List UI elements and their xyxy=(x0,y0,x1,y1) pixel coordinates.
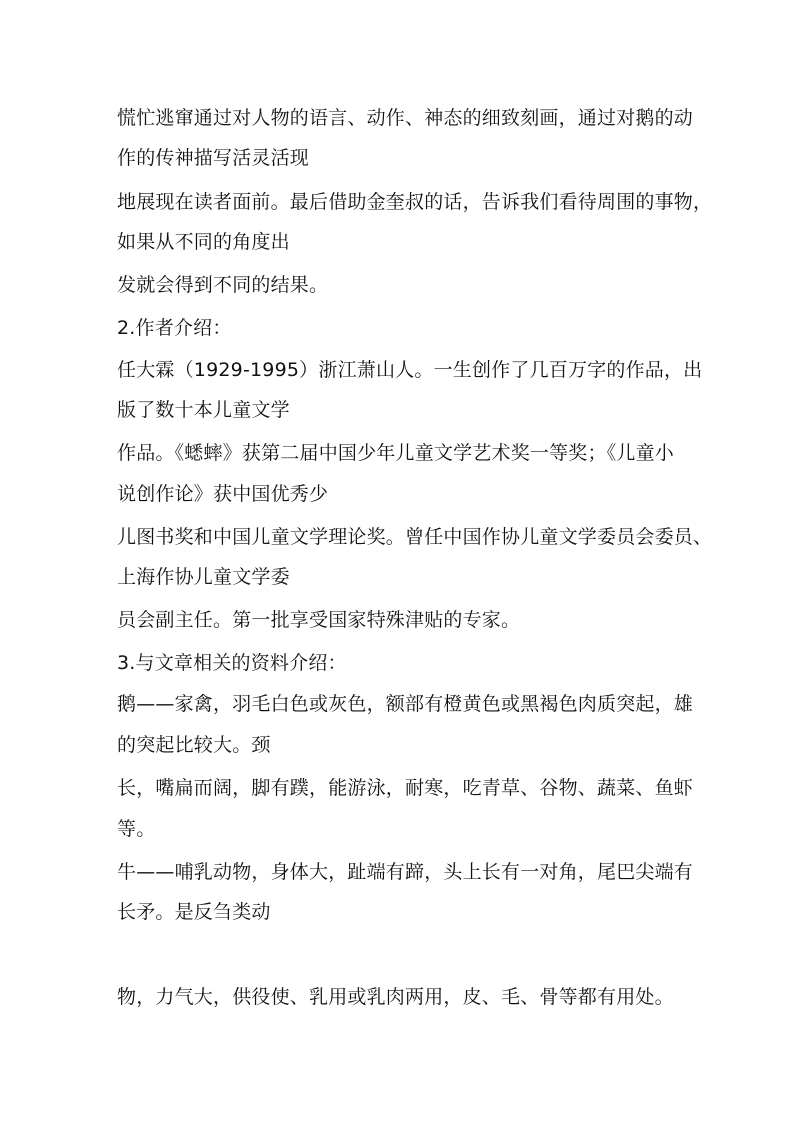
text-line: 说创作论》获中国优秀少 xyxy=(117,483,329,505)
text-line: 任大霖（1929-1995）浙江萧山人。一生创作了几百万字的作品，出 xyxy=(117,359,703,381)
text-line: 上海作协儿童文学委 xyxy=(117,566,290,588)
text-line: 等。 xyxy=(117,818,156,840)
text-line: 发就会得到不同的结果。 xyxy=(117,274,329,296)
section-heading: 3.与文章相关的资料介绍： xyxy=(117,652,347,674)
text-line: 作的传神描写活灵活现 xyxy=(117,147,310,169)
text-line: 长，嘴扁而阔，脚有蹼，能游泳，耐寒，吃青草、谷物、蔬菜、鱼虾 xyxy=(117,777,694,799)
section-heading: 2.作者介绍： xyxy=(117,317,232,339)
text-line: 儿图书奖和中国儿童文学理论奖。曾任中国作协儿童文学委员会委员、 xyxy=(117,526,713,548)
text-line: 版了数十本儿童文学 xyxy=(117,399,290,421)
text-line: 牛——哺乳动物，身体大，趾端有蹄，头上长有一对角，尾巴尖端有 xyxy=(117,861,694,883)
text-line: 如果从不同的角度出 xyxy=(117,231,290,253)
text-line: 鹅——家禽，羽毛白色或灰色，额部有橙黄色或黑褐色肉质突起，雄 xyxy=(117,693,694,715)
text-line: 的突起比较大。颈 xyxy=(117,734,271,756)
text-line: 作品。《蟋蟀》获第二届中国少年儿童文学艺术奖一等奖；《儿童小 xyxy=(117,442,675,464)
text-line: 物，力气大，供役使、乳用或乳肉两用，皮、毛、骨等都有用处。 xyxy=(117,986,674,1008)
text-line: 员会副主任。第一批享受国家特殊津贴的专家。 xyxy=(117,609,521,631)
text-line: 地展现在读者面前。最后借助金奎叔的话，告诉我们看待周围的事物， xyxy=(117,191,713,213)
text-line: 长矛。是反刍类动 xyxy=(117,901,271,923)
text-line: 慌忙逃窜通过对人物的语言、动作、神态的细致刻画，通过对鹅的动 xyxy=(117,107,694,129)
